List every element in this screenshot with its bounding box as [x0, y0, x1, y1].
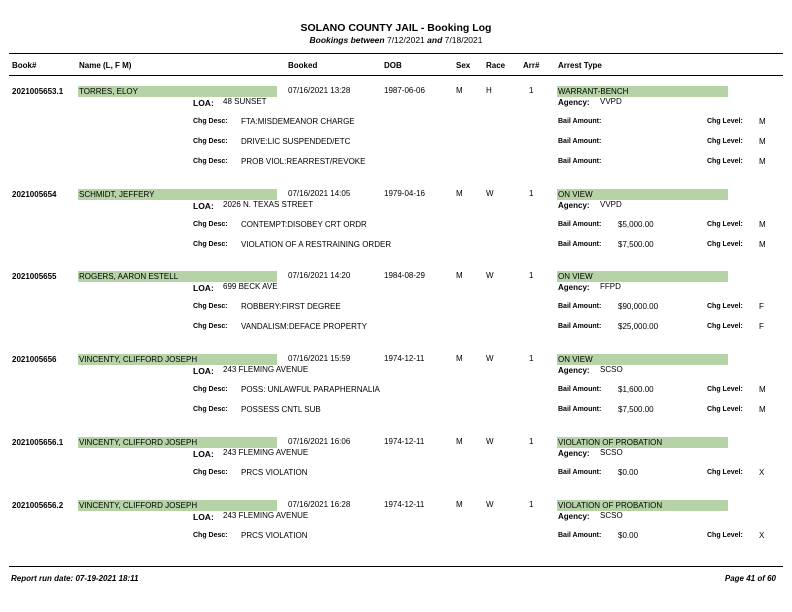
- race: W: [486, 437, 494, 446]
- loa-label: LOA:: [193, 449, 214, 459]
- inmate-name: TORRES, ELOY: [78, 86, 277, 97]
- col-header-sex: Sex: [456, 61, 471, 70]
- booking-record: [0, 500, 792, 580]
- agency-label: Agency:: [558, 201, 590, 210]
- bail-amount-label: Bail Amount:: [558, 469, 602, 476]
- bail-amount: $7,500.00: [618, 240, 654, 249]
- agency-label: Agency:: [558, 512, 590, 521]
- charge-level: M: [759, 157, 766, 166]
- report-subtitle: [0, 35, 792, 45]
- bail-amount-label: Bail Amount:: [558, 158, 602, 165]
- agency-label: Agency:: [558, 449, 590, 458]
- arrest-type: ON VIEW: [557, 271, 728, 282]
- inmate-name: ROGERS, AARON ESTELL: [78, 271, 277, 282]
- chg-level-label: Chg Level:: [707, 138, 743, 145]
- chg-level-label: Chg Level:: [707, 532, 743, 539]
- charge-level: F: [759, 302, 764, 311]
- booked-datetime: 07/16/2021 14:05: [288, 189, 351, 198]
- race: W: [486, 500, 494, 509]
- chg-desc-label: Chg Desc:: [193, 532, 228, 539]
- chg-desc-label: Chg Desc:: [193, 303, 228, 310]
- book-number: 2021005653.1: [12, 87, 64, 96]
- booked-datetime: 07/16/2021 16:28: [288, 500, 351, 509]
- chg-desc-label: Chg Desc:: [193, 138, 228, 145]
- sex: M: [456, 437, 463, 446]
- agency-label: Agency:: [558, 366, 590, 375]
- booked-datetime: 07/16/2021 14:20: [288, 271, 351, 280]
- loa-label: LOA:: [193, 201, 214, 211]
- chg-level-label: Chg Level:: [707, 469, 743, 476]
- arrest-number: 1: [529, 437, 534, 446]
- booking-record: [0, 86, 792, 166]
- page-number: Page 41 of 60: [724, 574, 776, 583]
- race: W: [486, 189, 494, 198]
- arrest-type: ON VIEW: [557, 354, 728, 365]
- bottom-rule: [9, 566, 783, 567]
- chg-level-label: Chg Level:: [707, 221, 743, 228]
- charge-level: M: [759, 117, 766, 126]
- charge-description: ROBBERY:FIRST DEGREE: [241, 302, 341, 311]
- report-run-date: Report run date: 07-19-2021 18:11: [11, 574, 139, 583]
- charge-level: M: [759, 220, 766, 229]
- loa-label: LOA:: [193, 283, 214, 293]
- charge-description: PRCS VIOLATION: [241, 531, 308, 540]
- bail-amount-label: Bail Amount:: [558, 303, 602, 310]
- loa-value: 699 BECK AVE: [223, 282, 278, 291]
- chg-desc-label: Chg Desc:: [193, 386, 228, 393]
- dob: 1974-12-11: [384, 354, 425, 363]
- agency-value: SCSO: [600, 448, 623, 457]
- chg-desc-label: Chg Desc:: [193, 158, 228, 165]
- inmate-name: VINCENTY, CLIFFORD JOSEPH: [78, 500, 277, 511]
- bail-amount: $0.00: [618, 468, 639, 477]
- bail-amount-label: Bail Amount:: [558, 138, 602, 145]
- bail-amount-label: Bail Amount:: [558, 323, 602, 330]
- arrest-number: 1: [529, 86, 534, 95]
- booked-datetime: 07/16/2021 16:06: [288, 437, 351, 446]
- charge-description: PROB VIOL:REARREST/REVOKE: [241, 157, 366, 166]
- loa-label: LOA:: [193, 98, 214, 108]
- charge-level: X: [759, 468, 765, 477]
- dob: 1984-08-29: [384, 271, 425, 280]
- bail-amount-label: Bail Amount:: [558, 241, 602, 248]
- chg-desc-label: Chg Desc:: [193, 406, 228, 413]
- col-header-name: Name (L, F M): [79, 61, 132, 70]
- sex: M: [456, 86, 463, 95]
- charge-description: FTA:MISDEMEANOR CHARGE: [241, 117, 355, 126]
- charge-description: PRCS VIOLATION: [241, 468, 308, 477]
- bail-amount: $5,000.00: [618, 220, 654, 229]
- race: H: [486, 86, 492, 95]
- charge-description: DRIVE:LIC SUSPENDED/ETC: [241, 137, 351, 146]
- charge-level: M: [759, 240, 766, 249]
- charge-description: CONTEMPT:DISOBEY CRT ORDR: [241, 220, 367, 229]
- charge-description: POSS: UNLAWFUL PARAPHERNALIA: [241, 385, 380, 394]
- bail-amount-label: Bail Amount:: [558, 406, 602, 413]
- inmate-name: VINCENTY, CLIFFORD JOSEPH: [78, 437, 277, 448]
- arrest-number: 1: [529, 271, 534, 280]
- charge-level: M: [759, 137, 766, 146]
- agency-label: Agency:: [558, 98, 590, 107]
- subtitle-and: and: [427, 35, 443, 45]
- dob: 1979-04-16: [384, 189, 425, 198]
- agency-value: FFPD: [600, 282, 621, 291]
- race: W: [486, 271, 494, 280]
- agency-label: Agency:: [558, 283, 590, 292]
- inmate-name: VINCENTY, CLIFFORD JOSEPH: [78, 354, 277, 365]
- bail-amount-label: Bail Amount:: [558, 221, 602, 228]
- agency-value: SCSO: [600, 511, 623, 520]
- dob: 1987-06-06: [384, 86, 425, 95]
- arrest-number: 1: [529, 500, 534, 509]
- report-title: SOLANO COUNTY JAIL - Booking Log: [300, 22, 492, 34]
- arrest-type: WARRANT-BENCH: [557, 86, 728, 97]
- loa-value: 48 SUNSET: [223, 97, 267, 106]
- charge-level: M: [759, 405, 766, 414]
- charge-description: VIOLATION OF A RESTRAINING ORDER: [241, 240, 392, 249]
- col-header-book: Book#: [12, 61, 37, 70]
- chg-level-label: Chg Level:: [707, 323, 743, 330]
- charge-level: F: [759, 322, 764, 331]
- charge-description: POSSESS CNTL SUB: [241, 405, 321, 414]
- chg-desc-label: Chg Desc:: [193, 323, 228, 330]
- start-date: 7/12/2021: [386, 35, 425, 45]
- col-header-dob: DOB: [384, 61, 402, 70]
- dob: 1974-12-11: [384, 437, 425, 446]
- chg-desc-label: Chg Desc:: [193, 118, 228, 125]
- bail-amount-label: Bail Amount:: [558, 386, 602, 393]
- arrest-number: 1: [529, 354, 534, 363]
- chg-desc-label: Chg Desc:: [193, 221, 228, 228]
- col-header-booked: Booked: [288, 61, 318, 70]
- bail-amount: $25,000.00: [618, 322, 659, 331]
- sex: M: [456, 271, 463, 280]
- chg-level-label: Chg Level:: [707, 406, 743, 413]
- agency-value: VVPD: [600, 200, 622, 209]
- arrest-type: VIOLATION OF PROBATION: [557, 437, 728, 448]
- top-rule: [9, 53, 783, 54]
- loa-value: 243 FLEMING AVENUE: [223, 448, 309, 457]
- end-date: 7/18/2021: [444, 35, 483, 45]
- bail-amount: $7,500.00: [618, 405, 654, 414]
- agency-value: SCSO: [600, 365, 623, 374]
- book-number: 2021005656.1: [12, 438, 64, 447]
- book-number: 2021005654: [12, 190, 57, 199]
- subtitle-prefix: Bookings between: [309, 35, 385, 45]
- chg-level-label: Chg Level:: [707, 241, 743, 248]
- loa-label: LOA:: [193, 366, 214, 376]
- booking-record: [0, 189, 792, 269]
- bail-amount: $90,000.00: [618, 302, 659, 311]
- bail-amount-label: Bail Amount:: [558, 532, 602, 539]
- loa-value: 243 FLEMING AVENUE: [223, 511, 309, 520]
- sex: M: [456, 500, 463, 509]
- dob: 1974-12-11: [384, 500, 425, 509]
- sex: M: [456, 189, 463, 198]
- arrest-number: 1: [529, 189, 534, 198]
- col-header-arr: Arr#: [523, 61, 540, 70]
- booked-datetime: 07/16/2021 15:59: [288, 354, 351, 363]
- charge-description: VANDALISM:DEFACE PROPERTY: [241, 322, 367, 331]
- chg-level-label: Chg Level:: [707, 118, 743, 125]
- booking-record: [0, 354, 792, 434]
- chg-desc-label: Chg Desc:: [193, 241, 228, 248]
- race: W: [486, 354, 494, 363]
- charge-level: X: [759, 531, 765, 540]
- book-number: 2021005656.2: [12, 501, 64, 510]
- loa-value: 2026 N. TEXAS STREET: [223, 200, 314, 209]
- charge-level: M: [759, 385, 766, 394]
- col-header-race: Race: [486, 61, 506, 70]
- col-header-arrest-type: Arrest Type: [558, 61, 602, 70]
- bail-amount-label: Bail Amount:: [558, 118, 602, 125]
- loa-value: 243 FLEMING AVENUE: [223, 365, 309, 374]
- book-number: 2021005656: [12, 355, 57, 364]
- booked-datetime: 07/16/2021 13:28: [288, 86, 351, 95]
- inmate-name: SCHMIDT, JEFFERY: [78, 189, 277, 200]
- header-rule: [9, 75, 783, 76]
- book-number: 2021005655: [12, 272, 57, 281]
- arrest-type: ON VIEW: [557, 189, 728, 200]
- booking-record: [0, 271, 792, 351]
- chg-level-label: Chg Level:: [707, 303, 743, 310]
- agency-value: VVPD: [600, 97, 622, 106]
- chg-desc-label: Chg Desc:: [193, 469, 228, 476]
- sex: M: [456, 354, 463, 363]
- loa-label: LOA:: [193, 512, 214, 522]
- arrest-type: VIOLATION OF PROBATION: [557, 500, 728, 511]
- bail-amount: $0.00: [618, 531, 639, 540]
- chg-level-label: Chg Level:: [707, 158, 743, 165]
- chg-level-label: Chg Level:: [707, 386, 743, 393]
- bail-amount: $1,600.00: [618, 385, 654, 394]
